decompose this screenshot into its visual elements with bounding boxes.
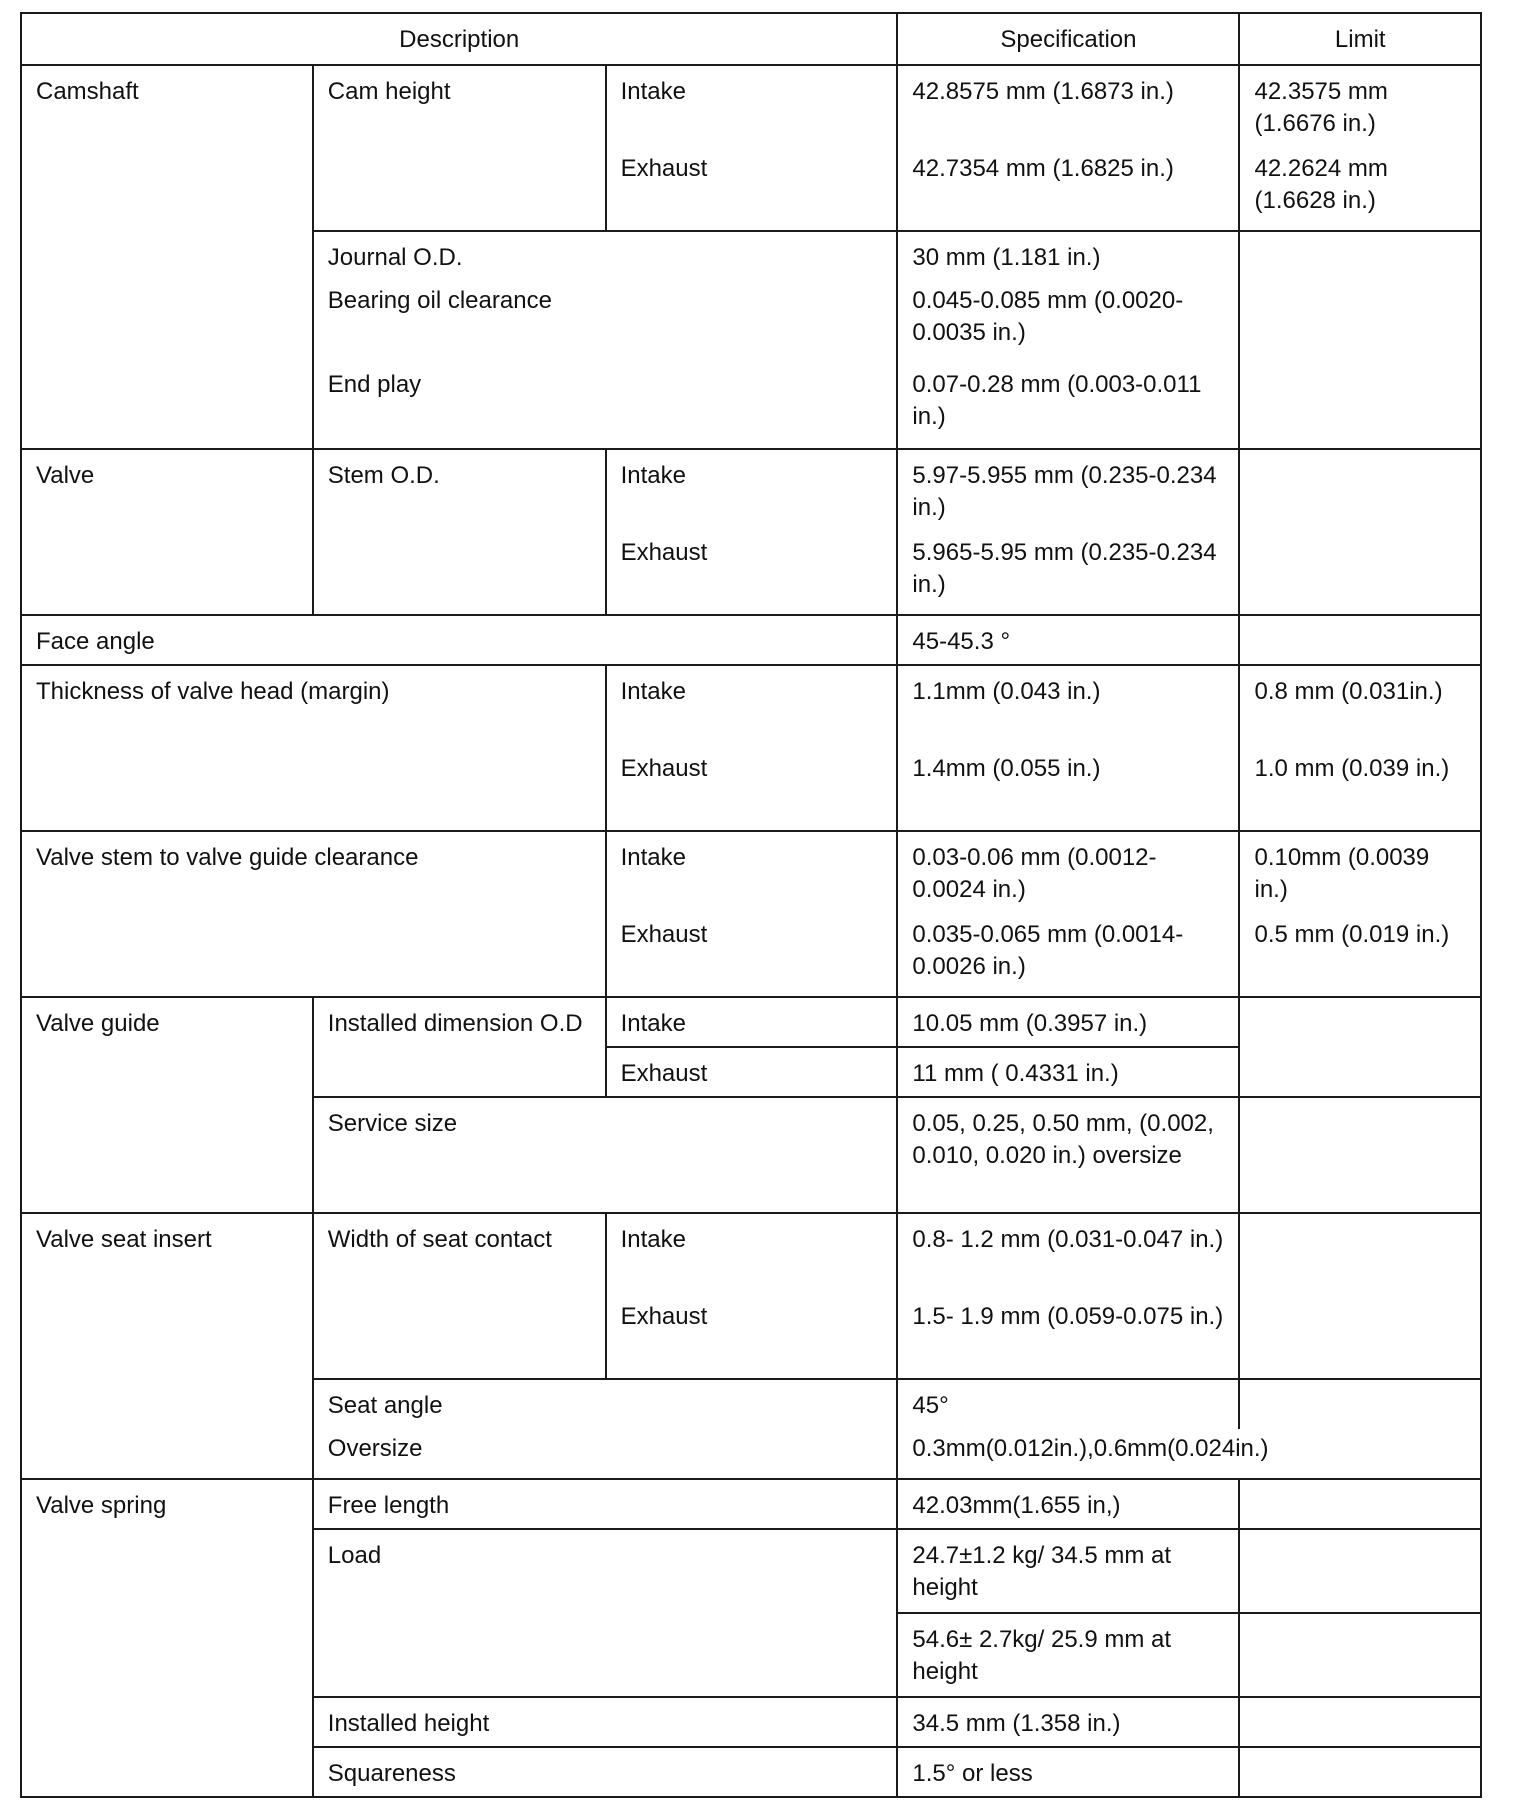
- bearing-label: Bearing oil clearance: [313, 281, 898, 365]
- stem-guide-intake-spec: 0.03-0.06 mm (0.0012-0.0024 in.): [897, 831, 1239, 915]
- squareness-label: Squareness: [313, 1747, 898, 1797]
- cam-exhaust-limit: 42.2624 mm (1.6628 in.): [1239, 149, 1481, 231]
- spec-table: [20, 12, 1482, 1798]
- camshaft-limit-empty: [1239, 231, 1481, 449]
- bearing-spec: 0.045-0.085 mm (0.0020-0.0035 in.): [897, 281, 1239, 365]
- table-row: [21, 665, 1481, 749]
- free-length-spec: 42.03mm(1.655 in,): [897, 1479, 1239, 1529]
- cam-exhaust-spec: 42.7354 mm (1.6825 in.): [897, 149, 1239, 231]
- spring-label: Valve spring: [21, 1479, 313, 1797]
- stem-exhaust-label: Exhaust: [606, 533, 898, 615]
- stem-guide-intake-limit: 0.10mm (0.0039 in.): [1239, 831, 1481, 915]
- table-row: [21, 997, 1481, 1047]
- squareness-limit-empty: [1239, 1747, 1481, 1797]
- load-label: Load: [313, 1529, 898, 1697]
- header-limit: Limit: [1239, 13, 1481, 65]
- stem-intake-label: Intake: [606, 449, 898, 533]
- seat-angle-label: Seat angle: [313, 1379, 898, 1429]
- face-angle-limit-empty: [1239, 615, 1481, 665]
- thickness-exhaust-label: Exhaust: [606, 749, 898, 831]
- guide-limit-empty: [1239, 997, 1481, 1097]
- seat-angle-spec: 45°: [897, 1379, 1239, 1429]
- oversize-spec: 0.3mm(0.012in.),0.6mm(0.024in.): [897, 1429, 1481, 1479]
- service-size-label: Service size: [313, 1097, 898, 1213]
- thickness-intake-limit: 0.8 mm (0.031in.): [1239, 665, 1481, 749]
- table-row: [21, 65, 1481, 149]
- stem-guide-exhaust-spec: 0.035-0.065 mm (0.0014-0.0026 in.): [897, 915, 1239, 997]
- stem-guide-exhaust-label: Exhaust: [606, 915, 898, 997]
- valve-guide-label: Valve guide: [21, 997, 313, 1213]
- seat-exhaust-label: Exhaust: [606, 1297, 898, 1379]
- installed-height-spec: 34.5 mm (1.358 in.): [897, 1697, 1239, 1747]
- free-length-label: Free length: [313, 1479, 898, 1529]
- cam-exhaust-label: Exhaust: [606, 149, 898, 231]
- seat-angle-limit-empty: [1239, 1379, 1481, 1429]
- table-row: [21, 449, 1481, 533]
- guide-intake-label: Intake: [606, 997, 898, 1047]
- seat-insert-label: Valve seat insert: [21, 1213, 313, 1479]
- guide-exhaust-label: Exhaust: [606, 1047, 898, 1097]
- load-limit-empty-2: [1239, 1613, 1481, 1697]
- thickness-exhaust-limit: 1.0 mm (0.039 in.): [1239, 749, 1481, 831]
- cam-intake-label: Intake: [606, 65, 898, 149]
- load-limit-empty-1: [1239, 1529, 1481, 1613]
- installed-height-limit-empty: [1239, 1697, 1481, 1747]
- thickness-exhaust-spec: 1.4mm (0.055 in.): [897, 749, 1239, 831]
- service-limit-empty: [1239, 1097, 1481, 1213]
- stem-guide-label: Valve stem to valve guide clearance: [21, 831, 606, 997]
- stem-exhaust-spec: 5.965-5.95 mm (0.235-0.234 in.): [897, 533, 1239, 615]
- oversize-label: Oversize: [313, 1429, 898, 1479]
- table-row: [21, 1479, 1481, 1529]
- thickness-intake-label: Intake: [606, 665, 898, 749]
- camshaft-label: Camshaft: [21, 65, 313, 449]
- installed-dimension-label: Installed dimension O.D: [313, 997, 606, 1097]
- cam-height-label: Cam height: [313, 65, 606, 231]
- face-angle-label: Face angle: [21, 615, 897, 665]
- table-row: [21, 1213, 1481, 1297]
- load-spec-2: 54.6± 2.7kg/ 25.9 mm at height: [897, 1613, 1239, 1697]
- free-length-limit-empty: [1239, 1479, 1481, 1529]
- seat-width-label: Width of seat contact: [313, 1213, 606, 1379]
- installed-height-label: Installed height: [313, 1697, 898, 1747]
- header-description: Description: [21, 13, 897, 65]
- service-size-spec: 0.05, 0.25, 0.50 mm, (0.002, 0.010, 0.020 in.) oversize: [897, 1097, 1239, 1213]
- cam-intake-limit: 42.3575 mm (1.6676 in.): [1239, 65, 1481, 149]
- seat-exhaust-spec: 1.5- 1.9 mm (0.059-0.075 in.): [897, 1297, 1239, 1379]
- squareness-spec: 1.5° or less: [897, 1747, 1239, 1797]
- face-angle-spec: 45-45.3 °: [897, 615, 1239, 665]
- stem-intake-spec: 5.97-5.955 mm (0.235-0.234 in.): [897, 449, 1239, 533]
- seat-intake-spec: 0.8- 1.2 mm (0.031-0.047 in.): [897, 1213, 1239, 1297]
- valve-label: Valve: [21, 449, 313, 615]
- stem-label: Stem O.D.: [313, 449, 606, 615]
- cam-intake-spec: 42.8575 mm (1.6873 in.): [897, 65, 1239, 149]
- stem-guide-exhaust-limit: 0.5 mm (0.019 in.): [1239, 915, 1481, 997]
- end-play-label: End play: [313, 365, 898, 449]
- stem-guide-intake-label: Intake: [606, 831, 898, 915]
- guide-exhaust-spec: 11 mm ( 0.4331 in.): [897, 1047, 1239, 1097]
- load-spec-1: 24.7±1.2 kg/ 34.5 mm at height: [897, 1529, 1239, 1613]
- header-specification: Specification: [897, 13, 1239, 65]
- end-play-spec: 0.07-0.28 mm (0.003-0.011 in.): [897, 365, 1239, 449]
- header-row: [21, 13, 1481, 65]
- table-row: [21, 615, 1481, 665]
- thickness-label: Thickness of valve head (margin): [21, 665, 606, 831]
- seat-intake-label: Intake: [606, 1213, 898, 1297]
- thickness-intake-spec: 1.1mm (0.043 in.): [897, 665, 1239, 749]
- journal-label: Journal O.D.: [313, 231, 898, 281]
- seat-limit-empty: [1239, 1213, 1481, 1379]
- journal-spec: 30 mm (1.181 in.): [897, 231, 1239, 281]
- valve-limit-empty: [1239, 449, 1481, 615]
- guide-intake-spec: 10.05 mm (0.3957 in.): [897, 997, 1239, 1047]
- table-row: [21, 831, 1481, 915]
